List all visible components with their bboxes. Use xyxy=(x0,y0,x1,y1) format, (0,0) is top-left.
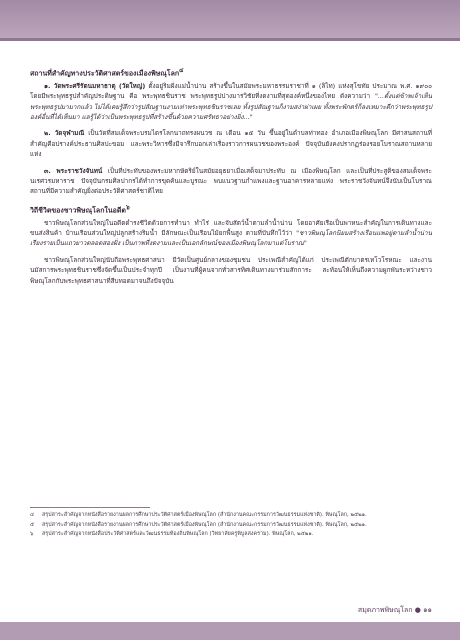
paragraph-way-of-life xyxy=(30,218,432,249)
footnote-number: ๖ xyxy=(30,531,34,538)
paragraph-lead: ๒. วัดจุฬามณี xyxy=(44,129,85,138)
section-heading-historic-places xyxy=(30,66,432,79)
paragraph-religion xyxy=(30,255,432,286)
main-content xyxy=(30,66,432,292)
section-heading-way-of-life xyxy=(30,203,432,216)
paragraph-text: ชาวพิษณุโลกส่วนใหญ่ในอดีตดำรงชีวิตด้วยการทำนา ทำไร่ และจับสัตว์น้ำตามลำน้ำน่าน โดยอาศัยเรือเป็นพาหนะสำคัญในการเดินทางและขนส่งสินค้า บ้านเรือนส่วนใหญ่ปลูกสร้างริมน้ำ มีลักษณะเป็นเรือนไม้ยกพื้นสูง ตามที่บันทึกไว้ว่า xyxy=(30,218,432,237)
book-title: สมุดภาพพิษณุโลก xyxy=(357,606,413,614)
footnotes xyxy=(30,511,432,540)
header-band xyxy=(0,0,460,38)
footnote xyxy=(30,511,432,520)
paragraph-text: เป็นวัดที่สมเด็จพระบรมไตรโลกนาถทรงผนวช ณ เดือน ๑๕ วัน ขึ้นอยู่ในตำบลท่าทอง อำเภอเมืองพิษณุโลก มีศาสนสถานที่สำคัญคือปรางค์ประธานศิลปะขอม และพระวิหารซึ่งมีจารึกบอกเล่าเรื่องราวการผนวชของพระองค์ ปัจจุบันยังคงปรากฏร่องรอยโบราณสถานหลายแห่ง xyxy=(30,129,432,159)
paragraph-chan-palace xyxy=(30,166,432,197)
paragraph-wat-chulamani xyxy=(30,128,432,159)
page-footer xyxy=(358,605,432,616)
header-divider xyxy=(0,38,460,41)
paragraph-lead: ๓. พระราชวังจันทน์ xyxy=(44,166,103,175)
quote-text: "ชาวพิษณุโลกนิยมสร้างเรือนแพอยู่ตามลำน้ำน่าน เรียงรายเป็นแถวยาวตลอดสองฝั่ง เป็นภาพที่งดงามและเป็นเอกลักษณ์ของเมืองพิษณุโลกมาแต่โบราณ" xyxy=(30,228,432,248)
footnote-divider xyxy=(30,507,150,508)
heading-text: วิถีชีวิตของชาวพิษณุโลกในอดีต xyxy=(30,206,126,215)
footnote-text: สรุปสาระสำคัญจากหนังสือรายงานผลการศึกษาประวัติศาสตร์เมืองพิษณุโลก (สำนักงานคณะกรรมการวัฒนธรรมแห่งชาติ). พิษณุโลก, ๒๕๒๑. xyxy=(42,512,367,518)
footnote xyxy=(30,530,432,539)
paragraph-wat-yai xyxy=(30,81,432,123)
footnote-ref: ๖ xyxy=(125,204,130,211)
footnote-text: สรุปสาระสำคัญจากหนังสือประวัติศาสตร์และวัฒนธรรมท้องถิ่นพิษณุโลก (วิทยาลัยครูพิบูลสงคราม). พิษณุโลก, ๒๕๒๑. xyxy=(42,531,314,538)
footer-band xyxy=(0,622,460,640)
page-number: ๑๑ xyxy=(423,606,432,614)
quote-text: "...ตั้งแต่ข้าพเจ้าเห็นพระพุทธรูปมามากแล้ว ไม่ได้เคยรู้สึกว่ารูปสัณฐานงามเท่าพระพุทธชินราชเลย ทั้งรูปสัณฐานก็งามสง่าผ่าเผย ทั้งพระพักตร์ก็ลงเหมาะดีกว่าพระพุทธรูปองค์อื่นที่ได้เห็นมา แลรู้ได้ว่าเป็นพระพุทธรูปที่สร้างขึ้นด้วยความศรัทธาอย่างยิ่ง..." xyxy=(30,92,432,121)
paragraph-text: เป็นที่ประทับของพระมหากษัตริย์ในสมัยอยุธยาเมื่อเสด็จมาประทับ ณ เมืองพิษณุโลก และเป็นที่ประสูติของสมเด็จพระนเรศวรมหาราช ปัจจุบันกรมศิลปากรได้ทำการขุดค้นและบูรณะ พบแนวฐานกำแพงและฐานอาคารหลายแห่ง พระราชวังจันทน์จึงนับเป็นโบราณสถานที่มีความสำคัญยิ่งต่อประวัติศาสตร์ชาติไทย xyxy=(30,166,432,196)
footnote-ref: ๔ xyxy=(179,68,184,74)
footnote-number: ๕ xyxy=(30,521,35,528)
footnote-text: สรุปสาระสำคัญจากหนังสือรายงานผลการศึกษาประวัติศาสตร์เมืองพิษณุโลก (สำนักงานคณะกรรมการวัฒนธรรมแห่งชาติ). พิษณุโลก, ๒๕๒๑. xyxy=(42,521,367,528)
footnote xyxy=(30,521,432,530)
paragraph-text: ตั้งอยู่ริมฝั่งแม่น้ำน่าน สร้างขึ้นในสมัยพระมหาธรรมราชาที่ ๑ (ลิไท) แห่งสุโขทัย ประมาณ พ.ศ. ๑๙๐๐ โดยมีพระพุทธรูปสำคัญประดิษฐาน คือ พระพุทธชินราช พระพุทธรูปปางมารวิชัยที่งดงามที่สุดองค์หนึ่งของไทย ดังความว่า xyxy=(30,81,433,101)
footnote-number: ๔ xyxy=(30,512,35,518)
bullet-icon: ● xyxy=(414,606,421,614)
heading-text: สถานที่สำคัญทางประวัติศาสตร์ของเมืองพิษณุโลก xyxy=(30,69,180,78)
paragraph-text: ชาวพิษณุโลกส่วนใหญ่นับถือพระพุทธศาสนา มีวัดเป็นศูนย์กลางของชุมชน ประเพณีสำคัญได้แก่ ประเพณีตักบาตรเทโวโรหณะ และงานนมัสการพระพุทธชินราชซึ่งจัดขึ้นเป็นประจำทุกปี เป็นงานที่ผู้คนจากทั่วสารทิศเดินทางมาร่วมสักการะ สะท้อนให้เห็นถึงความผูกพันระหว่างชาวพิษณุโลกกับพระพุทธศาสนาที่สืบทอดมาจนถึงปัจจุบัน xyxy=(30,255,432,285)
paragraph-lead: ๑. วัดพระศรีรัตนมหาธาตุ (วัดใหญ่) xyxy=(44,81,146,90)
